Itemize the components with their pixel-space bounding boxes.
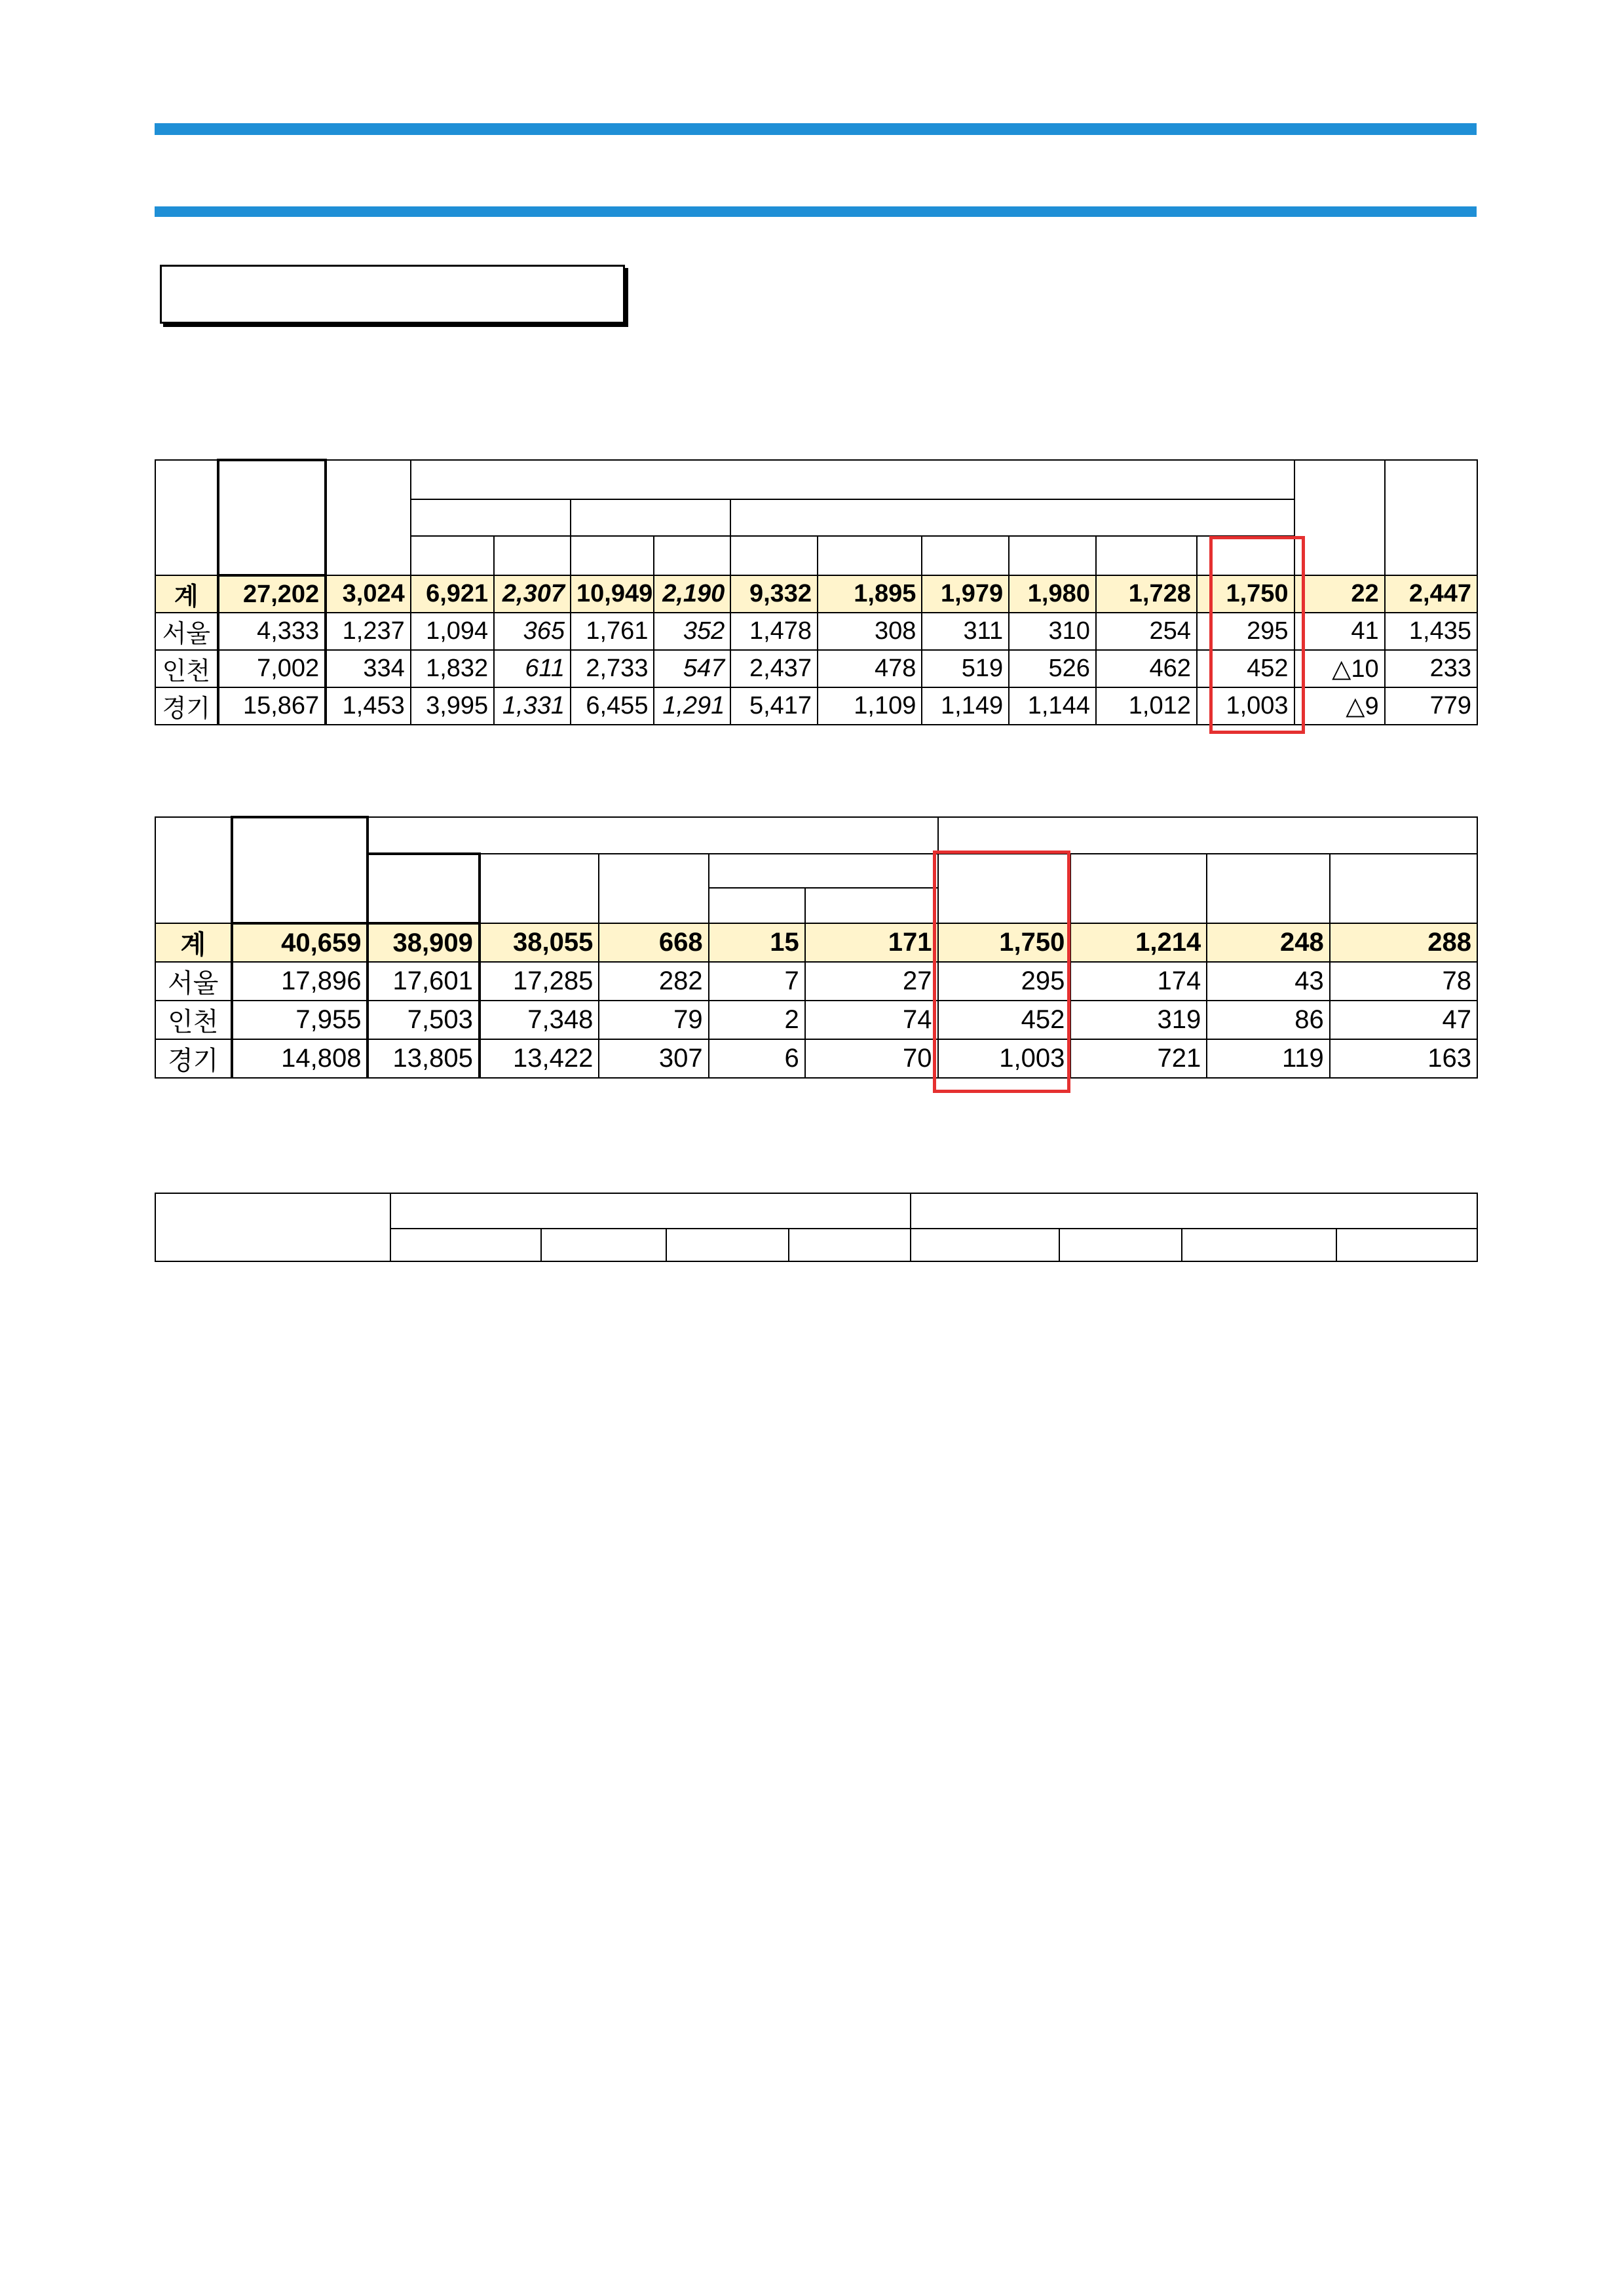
t1-header-second-avg [1385,460,1477,575]
t2-header-gubun [155,817,232,923]
t3-col-header [390,1229,541,1261]
table-cell: 41 [1294,613,1385,650]
table-cell: 779 [1385,687,1477,725]
table-cell: △9 [1294,687,1385,725]
table-cell: 74 [805,1001,938,1039]
t1-header-week3 [730,499,1294,536]
table-cell: 2 [709,1001,805,1039]
table-cell: 611 [494,650,571,687]
t2-header-small [805,888,938,923]
title-bar-bottom [155,206,1477,217]
t1-header-date [818,536,922,575]
table-cell: 1,094 [411,613,494,650]
t2-header-life [709,888,805,923]
table-cell: 10,949 [571,575,654,613]
table-cell: 79 [599,1001,708,1039]
table-cell: 334 [326,650,411,687]
table-cell: 6 [709,1039,805,1078]
table-cell: 1,980 [1009,575,1096,613]
table-cell: 17,896 [232,962,368,1001]
t2-header-violations [938,817,1477,854]
table-cell: 668 [599,923,708,962]
table-cell: 462 [1096,650,1197,687]
table-cell: 6,921 [411,575,494,613]
table-cell: 1,214 [1070,923,1207,962]
table-cell: 365 [494,613,571,650]
t3-col-header [911,1229,1060,1261]
t2-header-notapply [1330,854,1477,923]
table-cell: 22 [1294,575,1385,613]
t3-col-header [1059,1229,1181,1261]
table-cell: 43 [1207,962,1330,1001]
table-cell: 307 [599,1039,708,1078]
table-cell: 452 [1197,650,1294,687]
table-row [155,687,1477,725]
t3-header-lowemission [911,1193,1477,1229]
table-cell: 2,307 [494,575,571,613]
table-cell: 15 [709,923,805,962]
table-cell: 1,109 [818,687,922,725]
table-cell: 3,995 [411,687,494,725]
table-cell: 13,805 [368,1039,479,1078]
table-cell: 6,455 [571,687,654,725]
table-cell: 478 [818,650,922,687]
t3-col-header [541,1229,666,1261]
t3-header-violations [390,1193,911,1229]
table-cell: 38,055 [480,923,599,962]
t2-header-vsum [938,854,1071,923]
table-cell: 7,348 [480,1001,599,1039]
t1-header-week2 [571,499,730,536]
table-cell: 78 [1330,962,1477,1001]
table-cell: 1,012 [1096,687,1197,725]
t1-header-cumulative [218,460,326,575]
t2-header-run [232,817,368,923]
table-cell: 1,750 [938,923,1071,962]
t1-header-date [1096,536,1197,575]
table-cell: 27 [805,962,938,1001]
t1-header-date [1197,536,1294,575]
table-row [155,962,1477,1001]
t2-header-excluded [368,817,937,854]
table-row [155,650,1477,687]
table-cell: 2,447 [1385,575,1477,613]
table-cell: 2,733 [571,650,654,687]
table-cell: 7 [709,962,805,1001]
t1-header-date [922,536,1009,575]
table-row [155,1039,1477,1078]
table-cell: 1,750 [1197,575,1294,613]
table-cell: 308 [818,613,922,650]
t2-header-sum [368,854,479,923]
registration-table [155,1193,1478,1262]
t3-header-registration [155,1193,390,1261]
t1-header-cumA [411,536,494,575]
table-cell: 1,291 [654,687,730,725]
table-cell: 1,144 [1009,687,1096,725]
t1-header-third-season [411,460,1294,499]
table-cell: 519 [922,650,1009,687]
title-bar-top [155,123,1477,135]
table-cell: 3,024 [326,575,411,613]
table-cell: 86 [1207,1001,1330,1039]
row-label: 경기 [155,1039,232,1078]
table-cell: 38,909 [368,923,479,962]
table-cell: 1,003 [1197,687,1294,725]
enforcement-table [155,459,1478,725]
region-label [160,265,625,324]
table-cell: 17,601 [368,962,479,1001]
table-cell: 1,149 [922,687,1009,725]
t3-col-header [789,1229,911,1261]
table-cell: 1,478 [730,613,818,650]
table-cell: 171 [805,923,938,962]
table-cell: 248 [1207,923,1330,962]
table-row [155,613,1477,650]
t3-col-header [1336,1229,1477,1261]
table-cell: 352 [654,613,730,650]
table-cell: 14,808 [232,1039,368,1078]
table-cell: 1,331 [494,687,571,725]
t1-header-avg1 [494,536,571,575]
table-cell: 1,832 [411,650,494,687]
table-cell: 288 [1330,923,1477,962]
table-cell: 452 [938,1001,1071,1039]
t1-header-second-season [326,460,411,575]
t2-header-nodevice [709,854,938,888]
row-label: 경기 [155,687,218,725]
t1-header-diff [1294,460,1385,575]
table-cell: 163 [1330,1039,1477,1078]
table-cell: 40,659 [232,923,368,962]
table-cell: 547 [654,650,730,687]
table-row [155,923,1477,962]
row-label: 계 [155,923,232,962]
t1-header-cumB [571,536,654,575]
operation-table [155,816,1478,1079]
t2-header-apply [1070,854,1207,923]
table-cell: 1,728 [1096,575,1197,613]
table-cell: 1,895 [818,575,922,613]
table-cell: 310 [1009,613,1096,650]
table-cell: 282 [599,962,708,1001]
t1-header-gubun [155,460,218,575]
table-cell: 15,867 [218,687,326,725]
table-cell: 1,761 [571,613,654,650]
table-cell: △10 [1294,650,1385,687]
table-cell: 174 [1070,962,1207,1001]
row-label: 서울 [155,613,218,650]
table-cell: 4,333 [218,613,326,650]
table-cell: 254 [1096,613,1197,650]
t2-header-vnodevice [1207,854,1330,923]
table-cell: 295 [1197,613,1294,650]
t2-header-lowemission [480,854,599,923]
table-cell: 13,422 [480,1039,599,1078]
table-cell: 311 [922,613,1009,650]
t1-header-week1 [411,499,571,536]
row-label: 계 [155,575,218,613]
t3-col-header [666,1229,788,1261]
t1-header-avg2 [654,536,730,575]
table-cell: 2,190 [654,575,730,613]
t1-header-sumC [730,536,818,575]
table-cell: 1,237 [326,613,411,650]
table-cell: 1,435 [1385,613,1477,650]
t2-header-disabled [599,854,708,923]
table-cell: 721 [1070,1039,1207,1078]
table-cell: 5,417 [730,687,818,725]
table-cell: 27,202 [218,575,326,613]
table-cell: 233 [1385,650,1477,687]
table-cell: 7,002 [218,650,326,687]
row-label: 인천 [155,1001,232,1039]
table-cell: 9,332 [730,575,818,613]
table-cell: 1,979 [922,575,1009,613]
table-cell: 70 [805,1039,938,1078]
table-cell: 319 [1070,1001,1207,1039]
table-row [155,1001,1477,1039]
row-label: 서울 [155,962,232,1001]
table-cell: 1,003 [938,1039,1071,1078]
table-cell: 295 [938,962,1071,1001]
table-cell: 1,453 [326,687,411,725]
table-cell: 17,285 [480,962,599,1001]
table-cell: 7,503 [368,1001,479,1039]
table-row [155,575,1477,613]
table-cell: 119 [1207,1039,1330,1078]
table-cell: 7,955 [232,1001,368,1039]
table-cell: 47 [1330,1001,1477,1039]
t3-col-header [1182,1229,1336,1261]
t1-header-date [1009,536,1096,575]
table-cell: 526 [1009,650,1096,687]
row-label: 인천 [155,650,218,687]
table-cell: 2,437 [730,650,818,687]
